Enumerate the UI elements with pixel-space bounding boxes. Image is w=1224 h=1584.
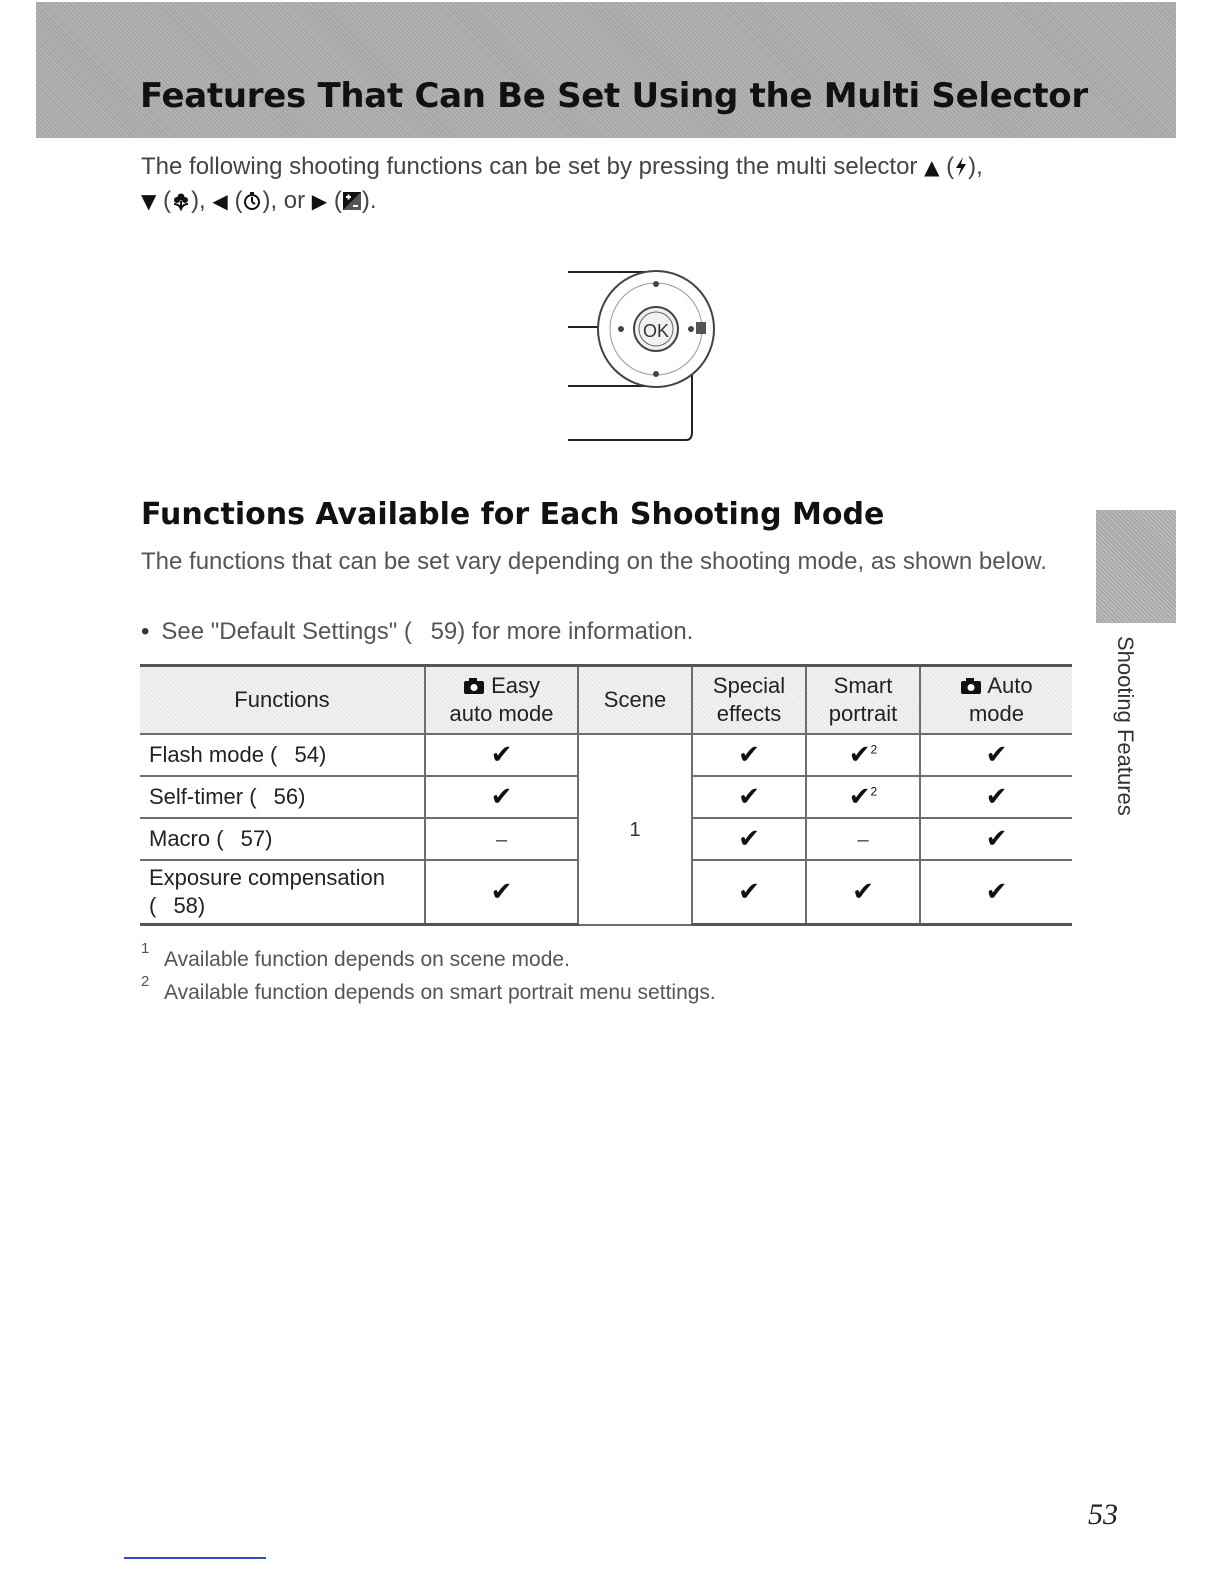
- footnote-2: 2 Available function depends on smart portrait menu settings.: [141, 973, 716, 1004]
- table-header-row: [140, 666, 1072, 735]
- scene-footnote-ref: 1: [629, 819, 641, 842]
- header-special-effects: Special effects: [692, 666, 806, 735]
- not-available-dash: –: [495, 829, 508, 851]
- check-icon: ✔: [985, 824, 1008, 854]
- row-label-macro: Macro ( 57): [140, 818, 425, 860]
- check-icon: ✔: [738, 782, 760, 812]
- default-settings-bullet: • See "Default Settings" ( 59) for more information.: [141, 618, 694, 645]
- check-icon: ✔$^2$: [848, 782, 878, 812]
- check-icon: ✔: [985, 877, 1008, 907]
- check-icon: ✔: [738, 877, 760, 907]
- cell-smart-flash: [806, 734, 920, 776]
- footnote-1: 1 Available function depends on scene mode.: [141, 940, 570, 971]
- table-row: [140, 734, 1072, 776]
- check-icon: ✔: [738, 740, 760, 770]
- not-available-dash: –: [857, 829, 869, 851]
- easy-auto-camera-icon: [463, 674, 485, 698]
- cell-auto-exposure: [920, 860, 1072, 925]
- left-arrow-icon: ◀: [212, 189, 228, 213]
- check-icon: ✔: [852, 877, 874, 907]
- bottom-rule: [124, 1557, 266, 1559]
- cell-easy-exposure: [425, 860, 578, 925]
- cell-special-flash: [692, 734, 806, 776]
- cell-easy-self-timer: [425, 776, 578, 818]
- up-arrow-icon: ▲: [924, 155, 940, 179]
- cell-auto-macro: [920, 818, 1072, 860]
- row-label-flash-mode: Flash mode ( 54): [140, 734, 425, 776]
- cell-scene-merged: [578, 734, 692, 925]
- or-text: or: [283, 187, 306, 214]
- cell-smart-macro: [806, 818, 920, 860]
- cell-smart-exposure: [806, 860, 920, 925]
- header-easy-auto-mode: Easy auto mode: [425, 666, 578, 735]
- cell-auto-self-timer: [920, 776, 1072, 818]
- check-icon: ✔: [490, 782, 513, 812]
- footnote-ref: 2: [870, 784, 878, 799]
- check-icon: ✔: [738, 824, 760, 854]
- cell-easy-macro: [425, 818, 578, 860]
- row-label-exposure-compensation: Exposure compensation ( 58): [140, 860, 425, 925]
- page-number: 53: [1088, 1498, 1118, 1531]
- header-smart-portrait: Smart portrait: [806, 666, 920, 735]
- footnote-ref: 2: [870, 742, 878, 757]
- section-tab-marker: [1096, 510, 1176, 623]
- cell-special-self-timer: [692, 776, 806, 818]
- multi-selector-graphic: [0, 0, 1224, 470]
- down-arrow-icon: ▼: [141, 189, 157, 213]
- row-label-self-timer: Self-timer ( 56): [140, 776, 425, 818]
- check-icon: ✔: [985, 782, 1008, 812]
- functions-table: [140, 664, 1072, 926]
- section-tab-label: Shooting Features: [1113, 636, 1138, 816]
- cell-special-macro: [692, 818, 806, 860]
- cell-easy-flash: [425, 734, 578, 776]
- ok-button-label: OK: [642, 321, 670, 341]
- check-icon: ✔$^2$: [848, 740, 878, 770]
- check-icon: ✔: [490, 877, 513, 907]
- page-title: Features That Can Be Set Using the Multi Selector: [140, 76, 1088, 116]
- header-auto-mode: Auto mode: [920, 666, 1072, 735]
- check-icon: ✔: [985, 740, 1008, 770]
- auto-camera-icon: [960, 674, 982, 698]
- right-arrow-icon: ▶: [311, 189, 328, 213]
- bullet-dot: •: [141, 618, 150, 645]
- check-icon: ✔: [490, 740, 513, 770]
- cell-smart-self-timer: [806, 776, 920, 818]
- header-functions: Functions: [140, 666, 425, 735]
- intro-paragraph: The following shooting functions can be set by pressing the multi selector ▲ ( ), ▼ ( ), ◀ ( ), or ▶ ( ).: [141, 153, 983, 214]
- section-body: The functions that can be set vary depending on the shooting mode, as shown below.: [141, 548, 1047, 575]
- intro-text: The following shooting functions can be set by pressing the multi selector: [141, 153, 925, 180]
- header-scene: Scene: [578, 666, 692, 735]
- cell-special-exposure: [692, 860, 806, 925]
- section-heading: Functions Available for Each Shooting Mode: [141, 497, 885, 532]
- cell-auto-flash: [920, 734, 1072, 776]
